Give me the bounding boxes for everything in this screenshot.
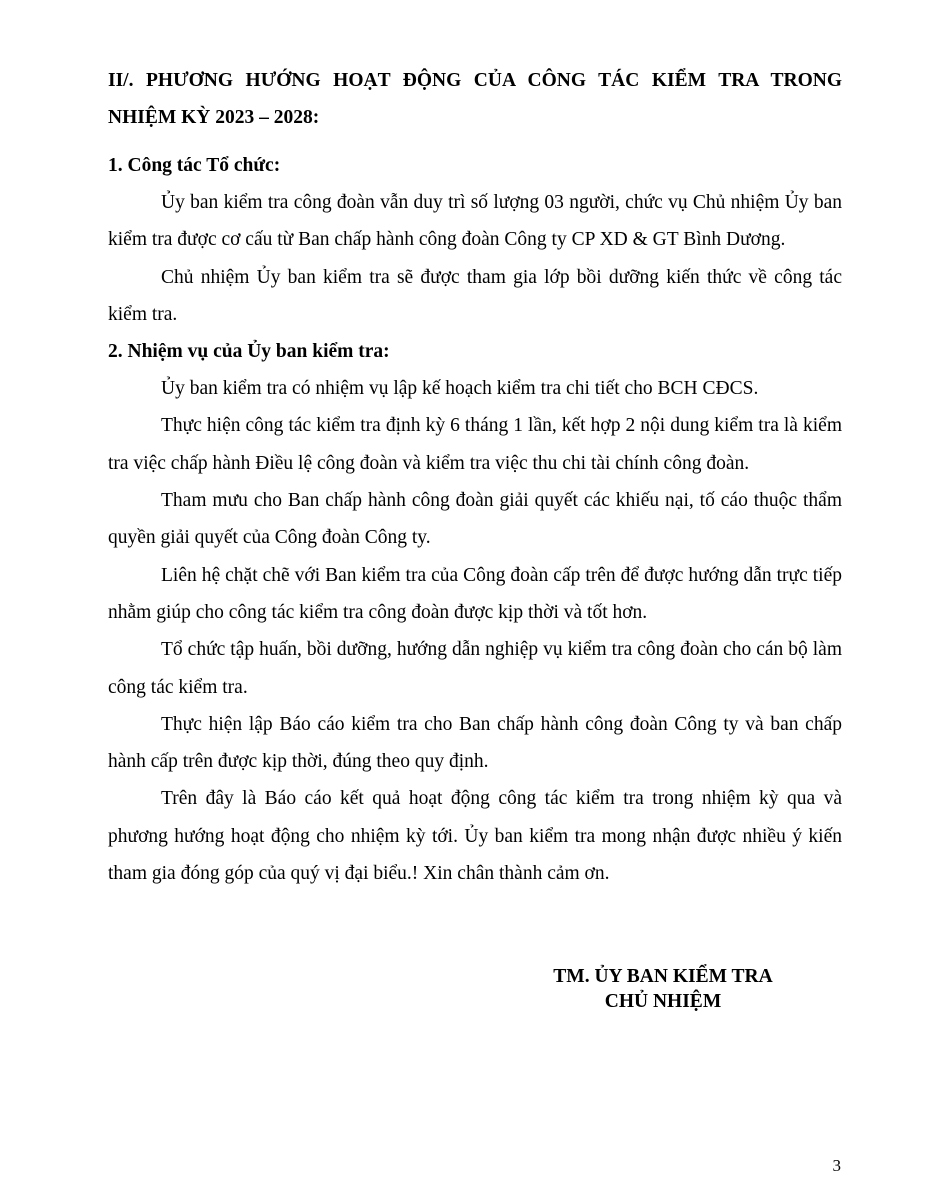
signature-title: TM. ỦY BAN KIỂM TRA (553, 966, 773, 987)
subsection-title-organization: 1. Công tác Tổ chức: (108, 155, 281, 176)
paragraph: Liên hệ chặt chẽ với Ban kiểm tra của Công đoàn cấp trên để được hướng dẫn trực tiếp nhằm giúp cho công tác kiểm tra công đoàn được kịp thời và tốt hơn. (108, 564, 842, 623)
page-number: 3 (832, 1156, 841, 1175)
paragraph: Ủy ban kiểm tra có nhiệm vụ lập kế hoạch kiểm tra chi tiết cho BCH CĐCS. (161, 378, 759, 400)
subsection-title-duties: 2. Nhiệm vụ của Ủy ban kiểm tra: (108, 341, 390, 363)
signature-role: CHỦ NHIỆM (604, 991, 722, 1012)
paragraph: Chủ nhiệm Ủy ban kiểm tra sẽ được tham gia lớp bồi dưỡng kiến thức về công tác kiểm tra. (108, 266, 842, 325)
paragraph: Thực hiện lập Báo cáo kiểm tra cho Ban chấp hành công đoàn Công ty và ban chấp hành cấp trên được kịp thời, đúng theo quy định. (108, 713, 842, 773)
closing-paragraph: Trên đây là Báo cáo kết quả hoạt động công tác kiểm tra trong nhiệm kỳ qua và phương hướng hoạt động cho nhiệm kỳ tới. Ủy ban kiểm tra mong nhận được nhiều ý kiến tham gia đóng góp của quý vị đại biểu.! Xin chân thành cảm ơn. (108, 788, 842, 885)
section-heading-line-1: II/. PHƯƠNG HƯỚNG HOẠT ĐỘNG CỦA CÔNG TÁC KIỂM TRA TRONG (108, 70, 842, 91)
paragraph: Thực hiện công tác kiểm tra định kỳ 6 tháng 1 lần, kết hợp 2 nội dung kiểm tra là kiểm tra việc chấp hành Điều lệ công đoàn và kiểm tra việc thu chi tài chính công đoàn. (108, 415, 842, 474)
document-page (108, 62, 842, 1012)
section-heading-line-2: NHIỆM KỲ 2023 – 2028: (108, 107, 320, 128)
paragraph: Tổ chức tập huấn, bồi dưỡng, hướng dẫn nghiệp vụ kiểm tra công đoàn cho cán bộ làm công tác kiểm tra. (108, 639, 842, 698)
section-heading (108, 62, 842, 136)
signature-block (108, 964, 842, 1014)
paragraph: Ủy ban kiểm tra công đoàn vẫn duy trì số lượng 03 người, chức vụ Chủ nhiệm Ủy ban kiểm tra được cơ cấu từ Ban chấp hành công đoàn Công ty CP XD & GT Bình Dương. (108, 192, 842, 251)
paragraph: Tham mưu cho Ban chấp hành công đoàn giải quyết các khiếu nại, tố cáo thuộc thẩm quyền giải quyết của Công đoàn Công ty. (108, 490, 842, 549)
